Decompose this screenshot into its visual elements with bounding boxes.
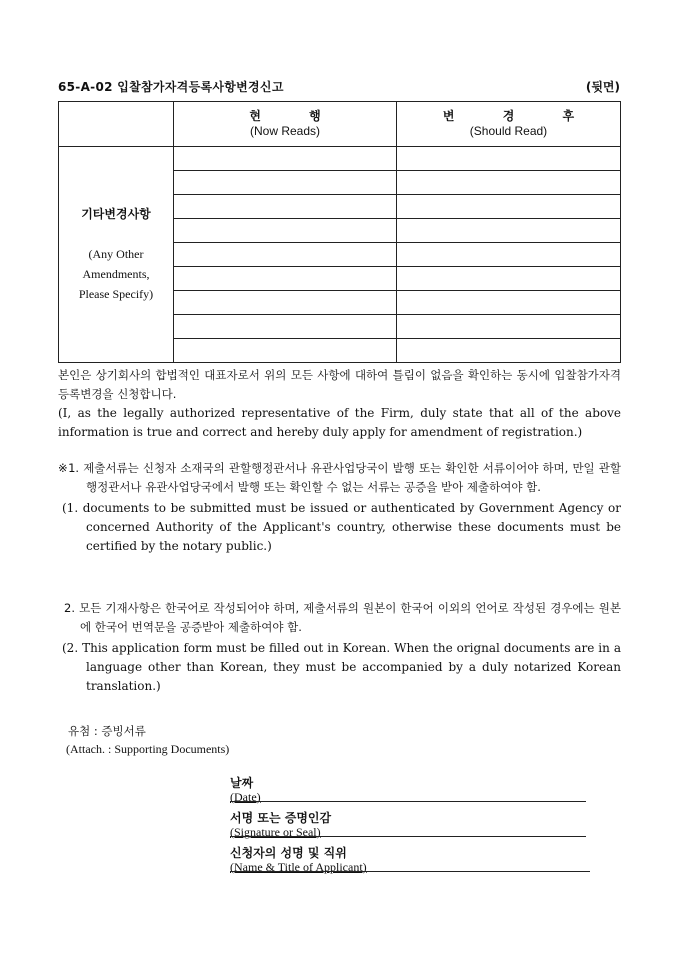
new-header-en: (Should Read) [469, 124, 548, 138]
note-2 [58, 599, 621, 696]
note-2-ko: 2. 모든 기재사항은 한국어로 작성되어야 하며, 제출서류의 원본이 한국어 이외의 언어로 작성된 경우에는 원본에 한국어 번역문을 공증받아 제출하여야 함. [64, 601, 621, 634]
current-cell[interactable] [174, 195, 397, 219]
new-cell[interactable] [397, 315, 621, 339]
declaration-ko: 본인은 상기회사의 합법적인 대표자로서 위의 모든 사항에 대하여 틀림이 없음을 확인하는 동시에 입찰참가자격등록변경을 신청합니다. [58, 368, 621, 401]
new-cell[interactable] [397, 147, 621, 171]
signature-label: 서명 또는 증명인감 (Signature or Seal) [230, 811, 332, 839]
new-header-ko: 변 경 후 [442, 109, 597, 123]
label-ko: 기타변경사항 [81, 207, 151, 221]
current-cell[interactable] [174, 267, 397, 291]
new-cell[interactable] [397, 291, 621, 315]
attachment-ko: 유첨 : 증빙서류 [68, 724, 146, 738]
form-title: 65-A-02 입찰참가자격등록사항변경신고 [58, 80, 284, 94]
new-cell[interactable] [397, 267, 621, 291]
back-side-note: (뒷면) [585, 80, 620, 94]
current-cell[interactable] [174, 147, 397, 171]
attachment [68, 722, 229, 758]
new-cell[interactable] [397, 171, 621, 195]
current-column-header [174, 102, 397, 147]
new-cell[interactable] [397, 219, 621, 243]
other-amendments-label [59, 147, 174, 363]
new-cell[interactable] [397, 339, 621, 363]
current-cell[interactable] [174, 243, 397, 267]
amendment-table [58, 101, 621, 363]
current-header-ko: 현 행 [249, 109, 343, 123]
note-1-ko: ※1. 제출서류는 신청자 소재국의 관할행정관서나 유관사업당국이 발행 또는 확인한 서류이어야 하며, 만일 관할행정관서나 유관사업당국에서 발행 또는 확인할 수 없는 서류는 공증을 받아 제출하여야 함. [58, 461, 621, 494]
current-cell[interactable] [174, 219, 397, 243]
current-cell[interactable] [174, 315, 397, 339]
attachment-en: (Attach. : Supporting Documents) [66, 742, 230, 756]
note-2-en: (2. This application form must be filled out in Korean. When the orignal documents are in a language other than Korean, they must be accompanied by a duly notarized Korean translation.) [62, 641, 621, 693]
date-label: 날짜 (Date) [230, 776, 261, 804]
name-title-label: 신청자의 성명 및 직위 (Name & Title of Applicant) [230, 846, 367, 874]
declaration [58, 366, 621, 442]
new-column-header [397, 102, 621, 147]
current-header-en: (Now Reads) [249, 124, 321, 138]
declaration-en: (I, as the legally authorized representative of the Firm, duly state that all of the above information is true and correct and hereby duly apply for amendment of registration.) [58, 406, 621, 439]
name-title-line[interactable] [230, 871, 590, 872]
table-corner [59, 102, 174, 147]
note-1 [58, 459, 621, 556]
new-cell[interactable] [397, 243, 621, 267]
label-en: (Any Other Amendments, Please Specify) [78, 247, 154, 301]
current-cell[interactable] [174, 291, 397, 315]
signature-line[interactable] [230, 836, 586, 837]
new-cell[interactable] [397, 195, 621, 219]
current-cell[interactable] [174, 171, 397, 195]
current-cell[interactable] [174, 339, 397, 363]
note-1-en: (1. documents to be submitted must be issued or authenticated by Government Agency or concerned Authority of the Applicant's country, otherwise these documents must be certified by the notary public.) [62, 501, 621, 553]
date-line[interactable] [230, 801, 586, 802]
